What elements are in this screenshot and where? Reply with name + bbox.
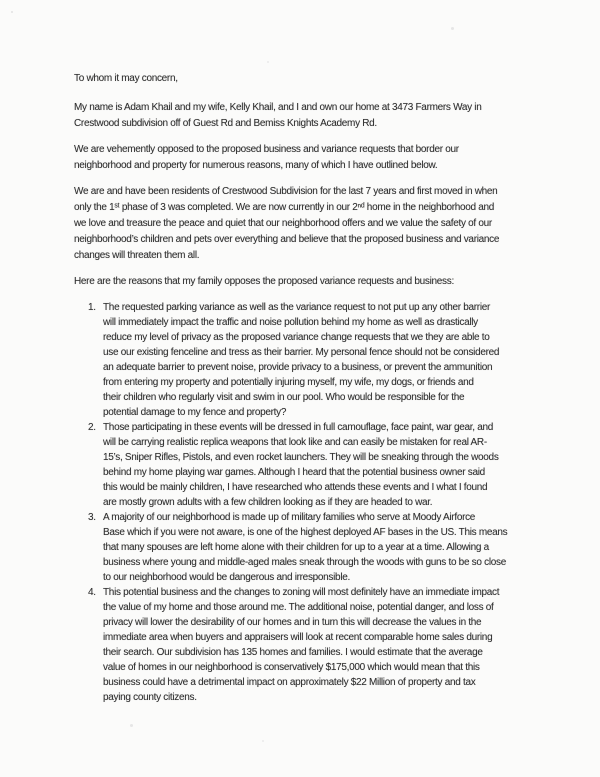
text-line: Base which if you were not aware, is one of the highest deployed AF bases in the US. This means — [103, 527, 508, 538]
reason-item — [74, 420, 544, 510]
text-line: paying county citizens. — [103, 692, 197, 703]
text-line: neighborhood and property for numerous reasons, many of which I have outlined below. — [74, 160, 438, 171]
text-line: from entering my property and potentially injuring myself, my wife, my dogs, or friends and — [103, 377, 474, 388]
letter-paragraphs — [74, 100, 544, 290]
text-line: their search. Our subdivision has 135 homes and families. I would estimate that the average — [103, 647, 483, 658]
text-line: My name is Adam Khail and my wife, Kelly Khail, and I and own our home at 3473 Farmers Way in — [74, 102, 482, 113]
paragraph — [74, 100, 544, 132]
text-line: only the 1ˢᵗ phase of 3 was completed. We are now currently in our 2ⁿᵈ home in the neighborhood and — [74, 202, 495, 213]
text-line: to our neighborhood would be dangerous and irresponsible. — [103, 572, 350, 583]
reason-number: 1. — [88, 302, 96, 313]
scan-speck — [130, 724, 133, 727]
text-line: We are and have been residents of Crestwood Subdivision for the last 7 years and first moved in when — [74, 186, 498, 197]
reason-lines — [103, 585, 499, 705]
text-line: Crestwood subdivision off of Guest Rd and Bemiss Knights Academy Rd. — [74, 118, 377, 129]
text-line: an adequate barrier to prevent noise, provide privacy to a business, or prevent the ammunition — [103, 362, 493, 373]
text-line: will be carrying realistic replica weapons that look like and can easily be mistaken for real AR- — [103, 437, 487, 448]
text-line: we love and treasure the peace and quiet that our neighborhood offers and we value the safety of our — [74, 218, 492, 229]
text-line: behind my home playing war games. Although I heard that the potential business owner said — [103, 467, 485, 478]
reasons-list — [74, 300, 544, 705]
text-line: immediate area when buyers and appraisers will look at recent comparable home sales during — [103, 632, 493, 643]
text-line: the value of my home and those around me. The additional noise, potential danger, and loss of — [103, 602, 494, 613]
reason-number: 2. — [88, 422, 96, 433]
text-line: Here are the reasons that my family opposes the proposed variance requests and business: — [74, 276, 454, 287]
text-line: value of homes in our neighborhood is conservatively $175,000 which would mean that this — [103, 662, 480, 673]
scan-speck — [262, 740, 264, 742]
text-line: Those participating in these events will be dressed in full camouflage, face paint, war gear, and — [103, 422, 494, 433]
text-line: use our existing fenceline and tress as their barrier. My personal fence should not be considered — [103, 347, 500, 358]
reason-lines — [103, 300, 499, 420]
paragraph — [74, 274, 544, 290]
reason-lines — [103, 420, 499, 510]
text-line: We are vehemently opposed to the proposed business and variance requests that border our — [74, 144, 459, 155]
salutation: To whom it may concern, — [74, 73, 178, 84]
text-line: changes will threaten them all. — [74, 250, 200, 261]
scan-speck — [451, 27, 454, 30]
reason-lines — [103, 510, 507, 585]
text-line: business where young and middle-aged males sneak through the woods with guns to be so close — [103, 557, 506, 568]
text-line: are mostly grown adults with a few children looking as if they are headed to war. — [103, 497, 433, 508]
letter-content — [74, 71, 544, 705]
scan-speck — [11, 11, 13, 13]
text-line: This potential business and the changes to zoning will most definitely have an immediate impact — [103, 587, 500, 598]
reason-number: 3. — [88, 512, 96, 523]
paragraph — [74, 142, 544, 174]
text-line: 15’s, Sniper Rifles, Pistols, and even rocket launchers. They will be sneaking through the woods — [103, 452, 499, 463]
text-line: privacy will lower the desirability of our homes and in turn this will decrease the values in the — [103, 617, 482, 628]
text-line: neighborhood’s children and pets over everything and believe that the proposed business and variance — [74, 234, 500, 245]
reason-item — [74, 585, 544, 705]
scan-speck — [267, 61, 269, 63]
reason-item — [74, 510, 544, 585]
text-line: reduce my level of privacy as the proposed variance change requests that we they are able to — [103, 332, 490, 343]
text-line: A majority of our neighborhood is made up of military families who serve at Moody Airforce — [103, 512, 476, 523]
paragraph — [74, 184, 544, 264]
text-line: their children who regularly visit and swim in our pool. Who would be responsible for the — [103, 392, 465, 403]
text-line: will immediately impact the traffic and noise pollution behind my home as well as drastically — [103, 317, 478, 328]
reason-item — [74, 300, 544, 420]
text-line: this would be mainly children, I have researched who attends these events and I what I found — [103, 482, 488, 493]
text-line: potential damage to my fence and property? — [103, 407, 287, 418]
text-line: business could have a detrimental impact on approximately $22 Million of property and tax — [103, 677, 476, 688]
text-line: The requested parking variance as well as the variance request to not put up any other barrier — [103, 302, 491, 313]
text-line: that many spouses are left home alone with their children for up to a year at a time. Allowing a — [103, 542, 489, 553]
reason-number: 4. — [88, 587, 96, 598]
